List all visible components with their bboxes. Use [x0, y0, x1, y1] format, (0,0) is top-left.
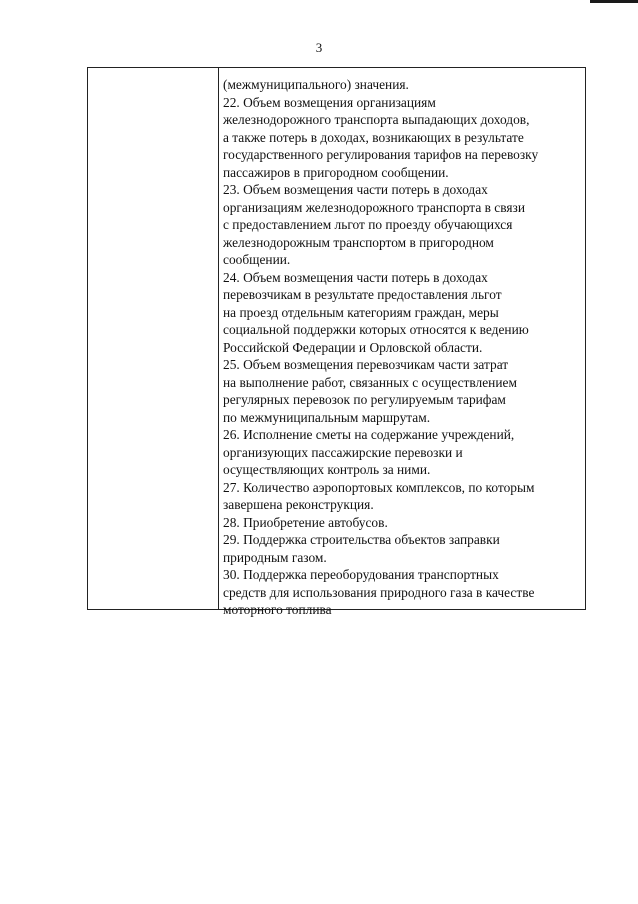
- page-number: 3: [315, 40, 323, 55]
- table-left-cell: [88, 68, 219, 609]
- table-text-line: по межмуниципальным маршрутам.: [223, 409, 431, 425]
- table-text-line: завершена реконструкция.: [223, 497, 374, 512]
- table-text-line: осуществляющих контроль за ними.: [223, 462, 431, 477]
- table-text-line: пассажиров в пригородном сообщении.: [223, 164, 449, 180]
- table-text-line: моторного топлива: [223, 602, 332, 617]
- table-text-line: организациям железнодорожного транспорта в связи: [223, 199, 525, 215]
- table-text-line: 23. Объем возмещения части потерь в доходах: [223, 182, 488, 197]
- indicator-table: [87, 67, 586, 617]
- table-text-line: железнодорожного транспорта выпадающих доходов,: [223, 112, 530, 127]
- table-text-line: социальной поддержки которых относятся к ведению: [223, 322, 529, 337]
- table-text-line: Российской Федерации и Орловской области.: [223, 339, 483, 355]
- table-right-cell: [219, 68, 585, 617]
- table-text-line: 26. Исполнение сметы на содержание учреждений,: [223, 427, 515, 442]
- table-text-line: на выполнение работ, связанных с осуществлением: [223, 374, 517, 390]
- table-text-line: средств для использования природного газа в качестве: [223, 584, 535, 600]
- table-text-line: 24. Объем возмещения части потерь в доходах: [223, 269, 488, 285]
- table-text-line: организующих пассажирские перевозки и: [223, 444, 463, 460]
- table-text-line: на проезд отдельным категориям граждан, меры: [223, 304, 499, 320]
- table-text-line: 27. Количество аэропортовых комплексов, по которым: [223, 479, 535, 495]
- table-text-line: 30. Поддержка переоборудования транспортных: [223, 567, 499, 582]
- table-text-line: природным газом.: [223, 549, 327, 565]
- scan-edge-mark: [590, 0, 638, 3]
- table-text-line: 29. Поддержка строительства объектов заправки: [223, 532, 500, 547]
- table-text-line: а также потерь в доходах, возникающих в результате: [223, 129, 524, 145]
- table-text-line: железнодорожным транспортом в пригородном: [223, 234, 494, 250]
- table-text-line: государственного регулирования тарифов на перевозку: [223, 147, 539, 162]
- table-text-line: (межмуниципального) значения.: [223, 77, 409, 92]
- table-text-line: сообщении.: [223, 252, 291, 267]
- table-text-line: 25. Объем возмещения перевозчикам части затрат: [223, 357, 509, 372]
- table-text-line: перевозчикам в результате предоставления льгот: [223, 287, 502, 302]
- table-text-line: с предоставлением льгот по проезду обучающихся: [223, 217, 513, 232]
- table-text-line: 28. Приобретение автобусов.: [223, 514, 388, 530]
- table-text-line: 22. Объем возмещения организациям: [223, 94, 436, 110]
- table-text-line: регулярных перевозок по регулируемым тарифам: [223, 392, 506, 407]
